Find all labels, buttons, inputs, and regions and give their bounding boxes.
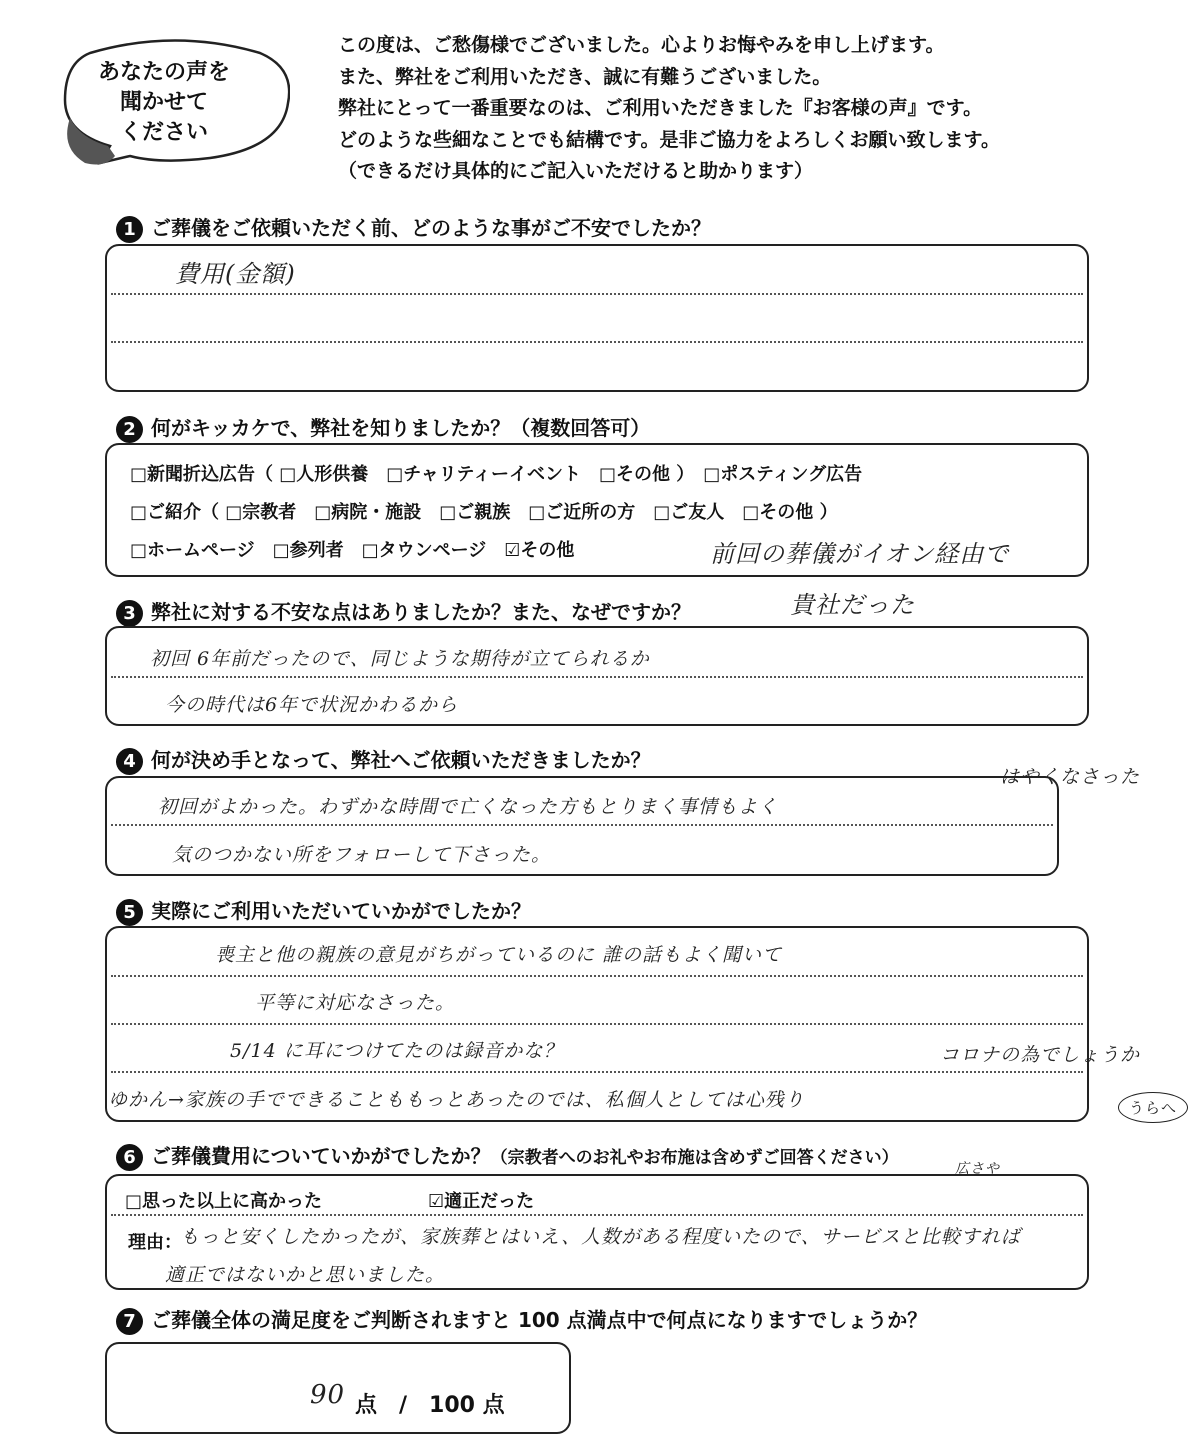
question-number: 6	[116, 1144, 143, 1171]
handwritten-answer: ゆかん→家族の手でできることももっとあったのでは、私個人としては心残り	[108, 1089, 805, 1111]
question-number: 5	[116, 899, 143, 926]
options-row[interactable]: □ホームページ □参列者 □タウンページ ☑その他	[130, 540, 575, 561]
question-4: 4 何が決め手となって、弊社へご依頼いただきましたか？	[116, 744, 651, 775]
question-number: 1	[116, 216, 143, 243]
question-1: 1 ご葬儀をご依頼いただく前、どのような事がご不安でしたか？	[116, 212, 711, 243]
handwritten-answer: 初回がよかった。わずかな時間で亡くなった方もとりまく事情もよく	[158, 796, 779, 818]
handwritten-note: コロナの為でしょうか	[940, 1044, 1141, 1066]
reason-label: 理由：	[128, 1232, 182, 1253]
question-5: 5 実際にご利用いただいていかがでしたか？	[116, 895, 531, 926]
handwritten-answer: 喪主と他の親族の意見がちがっているのに 誰の話もよく聞いて	[215, 944, 783, 966]
handwritten-score: 90	[310, 1380, 346, 1410]
bubble-title: あなたの声を 聞かせて ください	[97, 60, 230, 145]
handwritten-note: 広さや	[955, 1161, 1000, 1177]
question-number: 4	[116, 748, 143, 775]
handwritten-answer: 前回の葬儀がイオン経由で	[710, 540, 1010, 568]
score-suffix: 点 / 100 点	[355, 1393, 505, 1418]
handwritten-answer: 今の時代は6年で状況かわるから	[165, 694, 459, 716]
handwritten-answer: 初回 6年前だったので、同じような期待が立てられるか	[150, 648, 650, 670]
handwritten-answer: 平等に対応なさった。	[255, 992, 456, 1014]
question-7: 7 ご葬儀全体の満足度をご判断されますと 100 点満点中で何点になりますでしょうか？	[116, 1304, 927, 1335]
options-row[interactable]: □ご紹介（ □宗教者 □病院・施設 □ご親族 □ご近所の方 □ご友人 □その他 ）	[130, 502, 838, 523]
question-2: 2 何がキッカケで、弊社を知りましたか？（複数回答可）	[116, 412, 650, 443]
question-number: 7	[116, 1308, 143, 1335]
option-expensive[interactable]: □思った以上に高かった	[125, 1191, 323, 1212]
options-row[interactable]: □新聞折込広告（ □人形供養 □チャリティーイベント □その他 ） □ポスティング広告	[130, 464, 863, 485]
question-3: 3 弊社に対する不安な点はありましたか？また、なぜですか？	[116, 596, 691, 627]
question-6: 6 ご葬儀費用についていかがでしたか？（宗教者へのお礼やお布施は含めずご回答ください）	[116, 1140, 899, 1171]
question-number: 3	[116, 600, 143, 627]
handwritten-note: はやくなさった	[1000, 766, 1141, 788]
handwritten-answer: 費用(金額)	[175, 260, 296, 288]
handwritten-answer: 適正ではないかと思いました。	[165, 1264, 446, 1286]
handwritten-answer: もっと安くしたかったが、家族葬とはいえ、人数がある程度いたので、サービスと比較すれば	[180, 1226, 1021, 1248]
intro-text: この度は、ご愁傷様でございました。心よりお悔やみを申し上げます。 また、弊社をご利用いただき、誠に有難うございました。 弊社にとって一番重要なのは、ご利用いただきました『お客様の声』です。 どのような些細なことでも結構です。是非ご協力をよろしくお願い致します。 （できるだけ具体的にご記入いただけると助かります）	[338, 34, 1000, 182]
handwritten-note: うらへ	[1118, 1092, 1188, 1123]
handwritten-answer: 気のつかない所をフォローして下さった。	[172, 844, 552, 866]
handwritten-note: 貴社だった	[790, 591, 915, 619]
handwritten-answer: 5/14 に耳につけてたのは録音かな？	[230, 1040, 564, 1062]
option-appropriate[interactable]: ☑適正だった	[428, 1191, 535, 1212]
question-number: 2	[116, 416, 143, 443]
